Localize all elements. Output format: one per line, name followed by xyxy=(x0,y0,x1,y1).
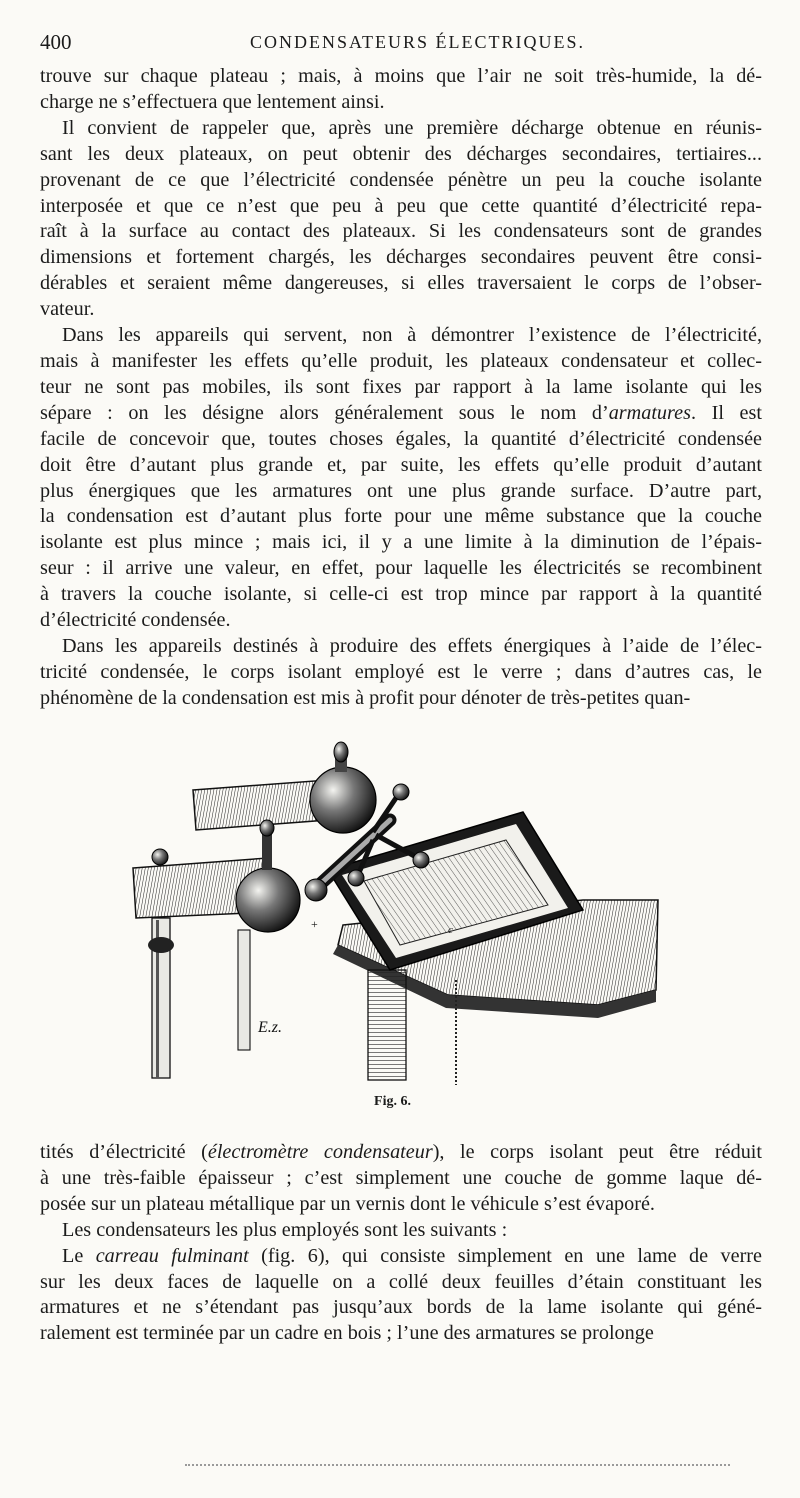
text-line: raît à la surface au contact des plateaux. Si les condensateurs sont de grandes xyxy=(40,220,762,243)
text-line: interposée et que ce n’est que peu à peu que cette quantité d’électricité repa- xyxy=(40,194,762,217)
body-text-top xyxy=(40,64,762,712)
text-line: armatures et ne s’étendant pas jusqu’aux bords de la lame isolante qui géné- xyxy=(40,1296,762,1319)
text-line: la condensation est d’autant plus forte pour une même substance que la couche xyxy=(40,505,762,528)
table-leg xyxy=(368,970,406,1080)
text-line: dimensions et fortement chargés, les décharges secondaires peuvent être consi- xyxy=(40,246,762,269)
glass-pillars xyxy=(148,918,250,1078)
paragraph xyxy=(40,323,762,634)
text-line: mais à manifester les effets qu’elle produit, les plateaux condensateur et collec- xyxy=(40,349,762,372)
text-line: Dans les appareils destinés à produire des effets énergiques à l’aide de l’élec- xyxy=(62,634,762,657)
page-number: 400 xyxy=(40,30,72,54)
svg-text:+: + xyxy=(311,917,318,931)
text-line: facile de concevoir que, toutes choses égales, la quantité d’électricité condensée xyxy=(40,427,762,450)
paragraph xyxy=(40,116,762,323)
text-line: dérables et seraient même dangereuses, si elles traversaient le corps de l’obser- xyxy=(40,272,762,295)
text-line: doit être d’autant plus grande et, par suite, les effets qu’elle produit d’autant xyxy=(40,453,762,476)
text-line: plus énergiques que les armatures ont une plus grande surface. D’autre part, xyxy=(40,479,762,502)
paragraph xyxy=(40,634,762,712)
figure-carreau-fulminant xyxy=(128,740,688,1095)
text-line: à travers la couche isolante, si celle-ci est trop mince par rapport à la quantité xyxy=(40,583,762,606)
paragraph xyxy=(40,1244,762,1348)
page-header xyxy=(40,30,755,58)
plate-letter: c xyxy=(448,924,453,936)
text-line: Il convient de rappeler que, après une première décharge obtenue en réunis- xyxy=(62,116,762,139)
text-line: à une très-faible épaisseur ; c’est simplement une couche de gomme laque dé- xyxy=(40,1166,762,1189)
text-line: seur : il arrive une valeur, en effet, pour laquelle les électricités se recombinent xyxy=(40,557,762,580)
text-line: provenant de ce que l’électricité condensée pénètre un peu la couche isolante xyxy=(40,168,762,191)
text-line: sur les deux faces de laquelle on a collé deux feuilles d’étain constituant les xyxy=(40,1270,762,1293)
figure-caption xyxy=(0,1094,800,1110)
text-line: ralement est terminée par un cadre en bois ; l’une des armatures se prolonge xyxy=(40,1322,654,1345)
text-line: sant les deux plateaux, on peut obtenir des décharges secondaires, tertiaires... xyxy=(40,142,762,165)
engraver-signature: E.z. xyxy=(258,1019,282,1036)
running-title: CONDENSATEURS ÉLECTRIQUES. xyxy=(249,32,585,52)
text-line: isolante est plus mince ; mais ici, il y a une limite à la diminution de l’épais- xyxy=(40,531,762,554)
text-line: charge ne s’effectuera que lentement ainsi. xyxy=(40,90,385,113)
body-text-bottom xyxy=(40,1140,762,1347)
text-line: trouve sur chaque plateau ; mais, à moins que l’air ne soit très-humide, la dé- xyxy=(40,65,762,87)
upper-ball-conductor xyxy=(310,742,376,833)
text-line: Dans les appareils qui servent, non à démontrer l’existence de l’électricité, xyxy=(62,324,762,347)
text-line: tités d’électricité (électromètre condensateur), le corps isolant peut être réduit xyxy=(40,1141,763,1163)
text-line: Le carreau fulminant (fig. 6), qui consiste simplement en une lame de verre xyxy=(62,1244,762,1267)
paragraph xyxy=(40,1218,762,1244)
text-line: sépare : on les désigne alors généralement sous le nom d’armatures. Il est xyxy=(40,401,762,424)
text-line: Les condensateurs les plus employés sont les suivants : xyxy=(62,1218,508,1241)
text-line: vateur. xyxy=(40,298,95,321)
text-line: phénomène de la condensation est mis à profit pour dénoter de très-petites quan- xyxy=(40,686,691,709)
upper-beam xyxy=(193,780,328,830)
footer-rule xyxy=(185,1464,730,1466)
text-line: teur ne sont pas mobiles, ils sont fixes par rapport à la lame isolante qui les xyxy=(40,375,762,398)
paragraph xyxy=(40,64,762,116)
text-line: tricité condensée, le corps isolant employé est le verre ; dans d’autres cas, le xyxy=(40,660,762,683)
figure-caption-text: Fig. 6. xyxy=(374,1094,411,1109)
text-line: d’électricité condensée. xyxy=(40,609,231,632)
paragraph xyxy=(40,1140,762,1218)
text-line: posée sur un plateau métallique par un vernis dont le véhicule s’est évaporé. xyxy=(40,1192,655,1215)
